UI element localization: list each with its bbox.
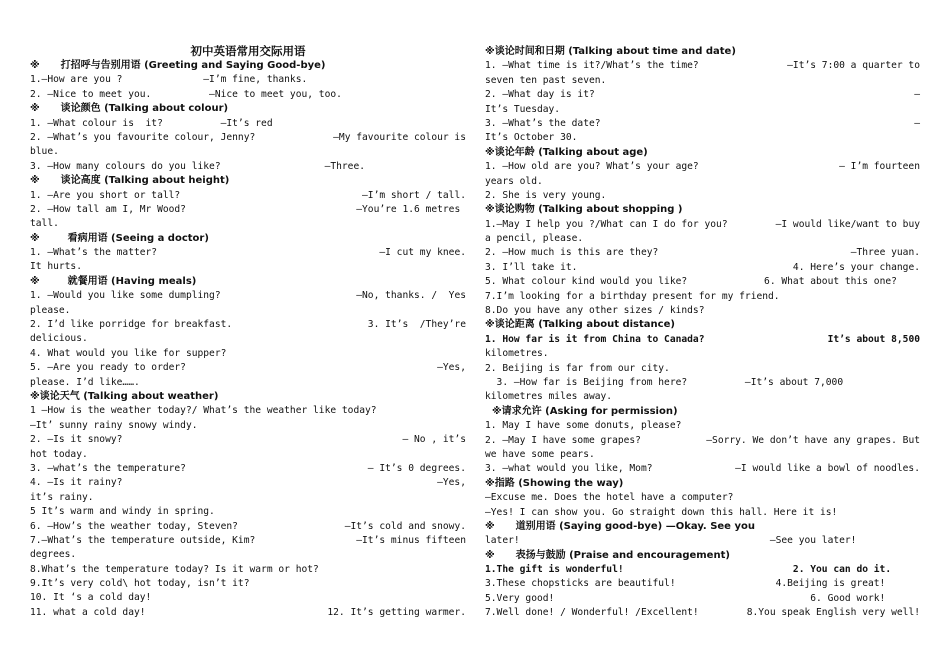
dialogue-prompt: 3. —what’s the temperature? (30, 462, 186, 474)
dialogue-prompt: 3. —what would you like, Mom? (485, 463, 653, 475)
text-line: hot today. (30, 448, 88, 460)
text-line: 1. May I have some donuts, please? (485, 420, 682, 432)
dialogue-line (30, 203, 466, 217)
text-line: we have some pears. (485, 448, 595, 460)
dialogue-response: —Yes, (437, 362, 466, 374)
dialogue-response: —See you later! (769, 535, 920, 547)
section-heading: ※ 谈论颜色 (Talking about colour) (30, 103, 229, 115)
dialogue-prompt: 2. —What day is it? (485, 89, 595, 101)
dialogue-response: —I cut my knee. (379, 247, 466, 259)
dialogue-response: 6. Good work! (810, 592, 920, 604)
dialogue-line (485, 261, 920, 275)
dialogue-line (30, 318, 466, 332)
dialogue-prompt: 7.—What’s the temperature outside, Kim? (30, 534, 256, 546)
text-line: 2. Beijing is far from our city. (485, 362, 670, 374)
section-heading: ※ 看病用语 (Seeing a doctor) (30, 232, 209, 244)
dialogue-response: —You’re 1.6 metres (356, 203, 466, 215)
dialogue-prompt: 1. —What’s the matter? (30, 247, 158, 259)
dialogue-line (30, 131, 466, 145)
section-heading: ※指路 (Showing the way) (485, 477, 624, 489)
dialogue-prompt: 1. How far is it from China to Canada? (485, 333, 705, 345)
dialogue-response: — I’m fourteen (839, 161, 920, 173)
text-line: 1 —How is the weather today?/ What’s the weather like today? (30, 405, 377, 417)
text-line: 8.Do you have any other sizes / kinds? (485, 305, 705, 317)
section-heading: ※谈论距离 (Talking about distance) (485, 319, 675, 331)
dialogue-line (30, 246, 466, 260)
dialogue-response: —Three yuan. (850, 247, 920, 259)
dialogue-prompt: 1.The gift is wonderful! (485, 564, 624, 576)
dialogue-line (485, 592, 920, 606)
dialogue-response: —I would like/want to buy (775, 218, 920, 230)
text-line: years old. (485, 175, 543, 187)
dialogue-line (30, 520, 466, 534)
dialogue-prompt: 11. what a cold day! (30, 606, 146, 618)
dialogue-line (485, 160, 920, 174)
section-heading: ※ 打招呼与告别用语 (Greeting and Saying Good-bye) (30, 60, 326, 71)
text-line: 4. What would you like for supper? (30, 347, 227, 359)
dialogue-line (485, 117, 920, 131)
text-line: 3. —How many colours do you like? —Three. (30, 160, 366, 172)
page-title: 初中英语常用交际用语 (190, 44, 306, 58)
dialogue-response: —It’s 7:00 a quarter to (787, 60, 920, 72)
text-line: it’s rainy. (30, 491, 94, 503)
dialogue-line (485, 246, 920, 260)
text-line: 2. —Nice to meet you. —Nice to meet you, too. (30, 88, 342, 100)
section-heading: ※ 道别用语 (Saying good-bye) —Okay. See you (485, 520, 755, 532)
text-line: 5 It’s warm and windy in spring. (30, 506, 215, 518)
dialogue-response: —It’s cold and snowy. (344, 520, 466, 532)
section-heading: ※ 就餐用语 (Having meals) (30, 275, 197, 287)
dialogue-prompt: 1.—May I help you ?/What can I do for you? (485, 218, 728, 230)
dialogue-response: 12. It’s getting warmer. (327, 606, 466, 618)
section-heading: ※谈论年龄 (Talking about age) (485, 146, 648, 158)
text-line: 1. —What colour is it? —It’s red (30, 117, 273, 129)
dialogue-line (30, 476, 466, 490)
text-line: delicious. (30, 333, 88, 345)
dialogue-prompt: 1. —Are you short or tall? (30, 189, 181, 201)
dialogue-response: —Sorry. We don’t have any grapes. But (706, 434, 920, 446)
dialogue-response: 6. What about this one? (764, 276, 920, 288)
text-line: 1.—How are you ? —I’m fine, thanks. (30, 74, 308, 86)
section-heading: ※ 谈论高度 (Talking about height) (30, 175, 230, 187)
dialogue-prompt: 2. —May I have some grapes? (485, 434, 641, 446)
dialogue-line (485, 88, 920, 102)
dialogue-response: 4.Beijing is great! (775, 578, 920, 590)
dialogue-prompt: 3. —What’s the date? (485, 117, 601, 129)
text-line: kilometres miles away. (485, 391, 613, 403)
dialogue-response: 4. Here’s your change. (792, 261, 920, 273)
section-heading: ※谈论天气 (Talking about weather) (30, 390, 219, 402)
text-line: please. I’d like……. (30, 376, 140, 388)
dialogue-line (30, 606, 466, 620)
dialogue-prompt: 2. —How tall am I, Mr Wood? (30, 203, 186, 215)
section-heading: ※谈论时间和日期 (Talking about time and date) (485, 46, 736, 57)
text-line: tall. (30, 218, 59, 230)
dialogue-line (30, 289, 466, 303)
dialogue-prompt: 4. —Is it rainy? (30, 477, 123, 489)
dialogue-prompt: 2. —Is it snowy? (30, 434, 123, 446)
dialogue-line (30, 462, 466, 476)
dialogue-response: —I’m short / tall. (362, 189, 466, 201)
text-line: degrees. (30, 549, 77, 561)
section-heading: ※ 表扬与鼓励 (Praise and encouragement) (485, 549, 730, 561)
dialogue-line (485, 218, 920, 232)
dialogue-response: 8.You speak English very well! (746, 607, 920, 619)
dialogue-prompt: 1. —What time is it?/What’s the time? (485, 60, 699, 72)
text-line: 10. It ‘s a cold day! (30, 592, 152, 604)
dialogue-line (485, 563, 920, 577)
dialogue-response: —Yes, (437, 477, 466, 489)
dialogue-response: It’s about 8,500 (827, 333, 920, 345)
dialogue-prompt: 5. —Are you ready to order? (30, 362, 186, 374)
dialogue-response: — It’s 0 degrees. (367, 462, 466, 474)
dialogue-prompt: later! (485, 535, 520, 547)
dialogue-response: — No , it’s (402, 434, 466, 446)
dialogue-prompt: 3. I’ll take it. (485, 261, 578, 273)
dialogue-response: 3. It’s /They’re (367, 319, 466, 331)
dialogue-prompt: 6. —How’s the weather today, Steven? (30, 520, 238, 532)
dialogue-line (485, 606, 920, 620)
dialogue-prompt: 1. —Would you like some dumpling? (30, 290, 221, 302)
dialogue-prompt: 2. —How much is this are they? (485, 247, 659, 259)
dialogue-response: — (914, 89, 920, 101)
dialogue-line (30, 189, 466, 203)
dialogue-prompt: 5. What colour kind would you like? (485, 276, 688, 288)
text-line: —Yes! I can show you. Go straight down this hall. Here it is! (485, 506, 838, 518)
dialogue-line (485, 462, 920, 476)
dialogue-prompt: 2. I’d like porridge for breakfast. (30, 319, 233, 331)
dialogue-response: —No, thanks. / Yes (356, 290, 466, 302)
text-line: 2. She is very young. (485, 189, 607, 201)
text-line: 3. —How far is Beijing from here? —It’s about 7,000 (485, 376, 844, 388)
dialogue-prompt: 2. —What’s you favourite colour, Jenny? (30, 131, 256, 143)
text-line: please. (30, 304, 71, 316)
text-line: It hurts. (30, 261, 82, 273)
dialogue-line (485, 577, 920, 591)
text-line: It’s October 30. (485, 132, 578, 144)
text-line: 9.It’s very cold\ hot today, isn’t it? (30, 578, 250, 590)
dialogue-line (485, 333, 920, 347)
text-line: —It’ sunny rainy snowy windy. (30, 419, 198, 431)
text-line: It’s Tuesday. (485, 103, 561, 115)
section-heading: ※请求允许 (Asking for permission) (485, 405, 678, 417)
dialogue-prompt: 1. —How old are you? What’s your age? (485, 161, 699, 173)
dialogue-line (485, 434, 920, 448)
dialogue-response: — (914, 117, 920, 129)
text-line: —Excuse me. Does the hotel have a computer? (485, 492, 734, 504)
right-lines (485, 45, 920, 621)
dialogue-line (30, 534, 466, 548)
section-heading: ※谈论购物 (Talking about shopping ) (485, 204, 683, 216)
dialogue-prompt: 5.Very good! (485, 592, 555, 604)
text-line: blue. (30, 146, 59, 158)
text-line: 8.What’s the temperature today? Is it warm or hot? (30, 563, 319, 575)
dialogue-response: —It’s minus fifteen (356, 534, 466, 546)
dialogue-line (30, 361, 466, 375)
dialogue-line (485, 275, 920, 289)
dialogue-prompt: 3.These chopsticks are beautiful! (485, 578, 676, 590)
right-column (485, 45, 920, 621)
dialogue-line (30, 433, 466, 447)
dialogue-line (485, 534, 920, 548)
dialogue-response: 2. You can do it. (792, 564, 920, 576)
text-line: a pencil, please. (485, 233, 584, 245)
dialogue-prompt: 7.Well done! / Wonderful! /Excellent! (485, 607, 699, 619)
dialogue-response: —I would like a bowl of noodles. (735, 463, 920, 475)
text-line: seven ten past seven. (485, 74, 607, 86)
left-lines (30, 59, 466, 620)
dialogue-response: —My favourite colour is (333, 131, 466, 143)
left-column (30, 59, 466, 620)
text-line: 7.I’m looking for a birthday present for my friend. (485, 290, 780, 302)
dialogue-line (485, 59, 920, 73)
text-line: kilometres. (485, 348, 549, 360)
